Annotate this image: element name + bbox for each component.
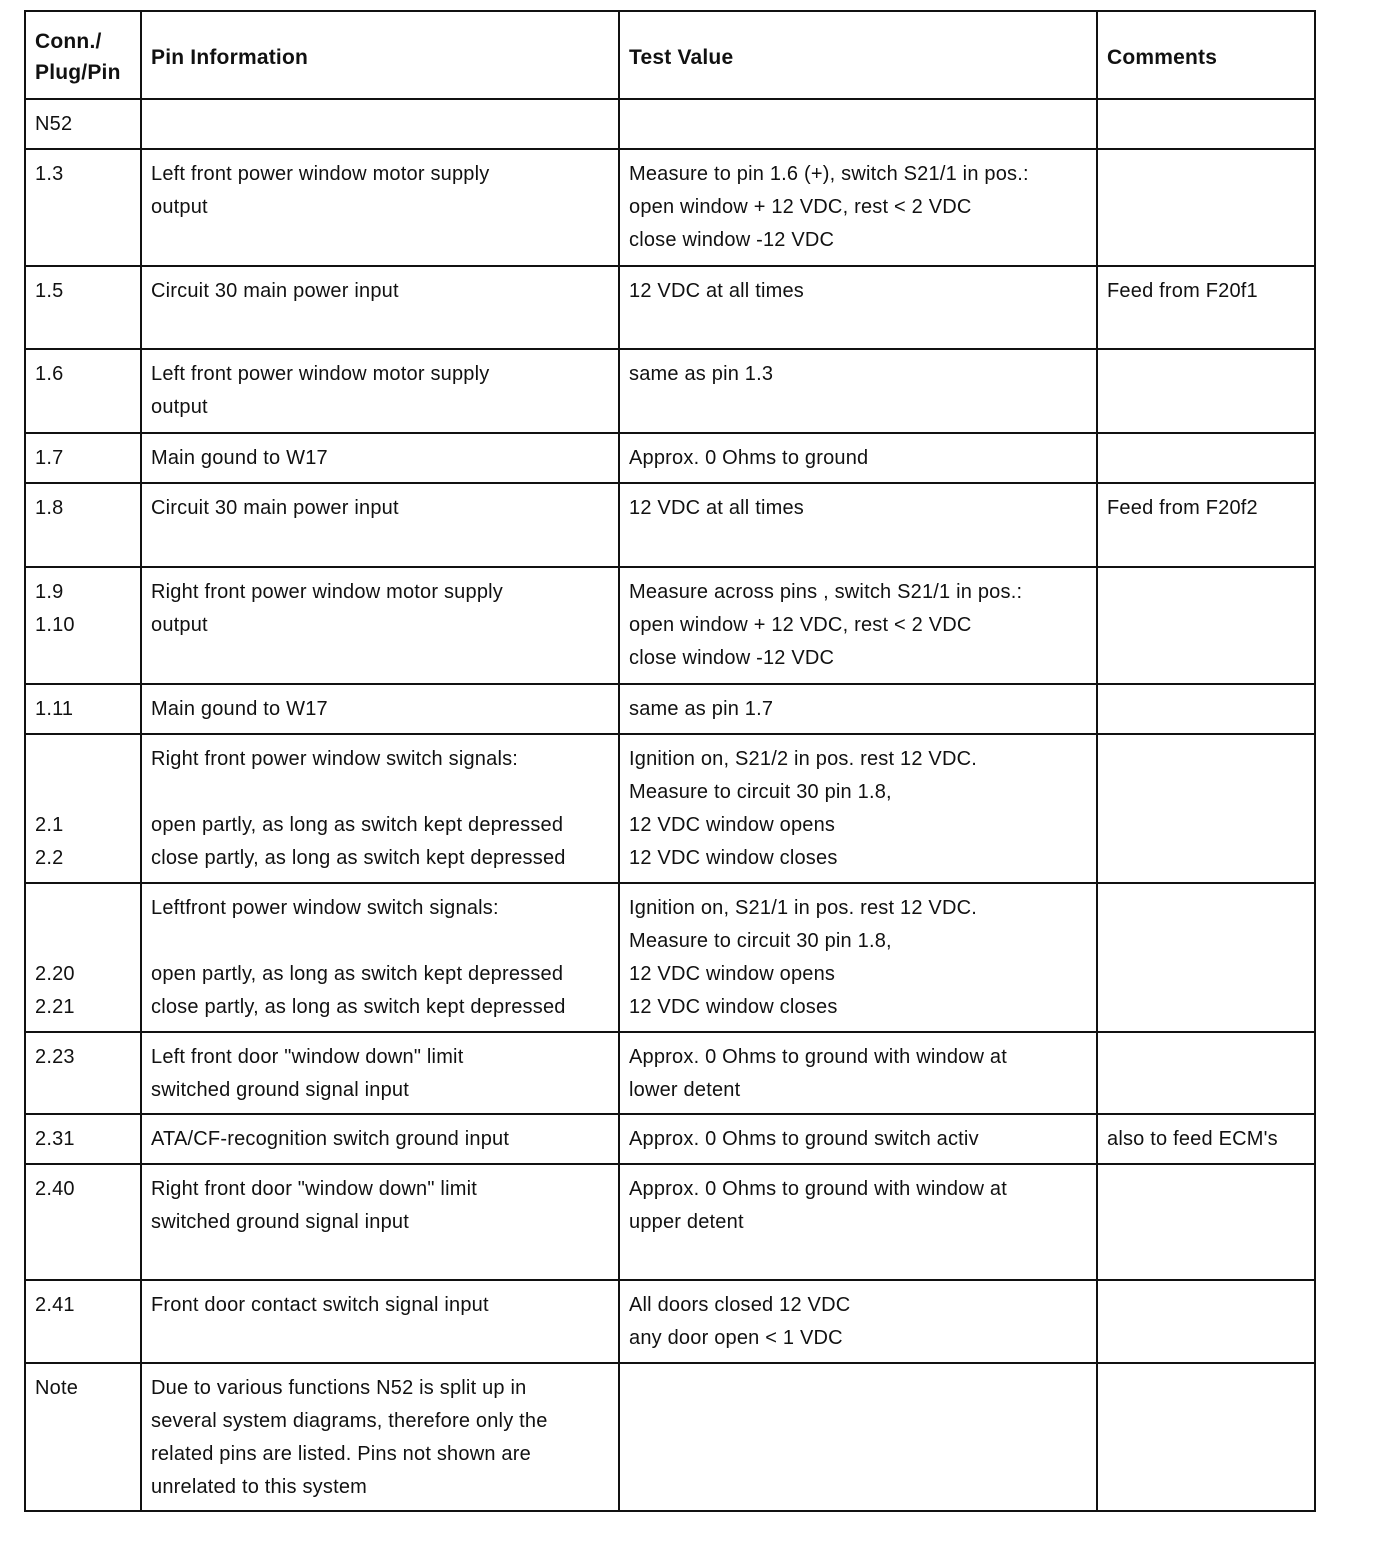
test-value-cell: Approx. 0 Ohms to ground	[619, 433, 1097, 483]
pin-information-cell: Right front door "window down" limit switched ground signal input	[141, 1164, 619, 1280]
test-value-cell: Ignition on, S21/1 in pos. rest 12 VDC. Measure to circuit 30 pin 1.8, 12 VDC window opens 12 VDC window closes	[619, 883, 1097, 1032]
pin-cell: 1.5	[25, 266, 141, 349]
table-row	[25, 433, 1315, 483]
comments-cell	[1097, 883, 1315, 1032]
table-row	[25, 1280, 1315, 1363]
header-conn-plug-pin: Conn./ Plug/Pin	[25, 11, 141, 99]
table-row	[25, 1114, 1315, 1164]
pin-information-cell: Right front power window switch signals: open partly, as long as switch kept depressed close partly, as long as switch kept depressed	[141, 734, 619, 883]
comments-cell: Feed from F20f2	[1097, 483, 1315, 567]
test-value-cell: Ignition on, S21/2 in pos. rest 12 VDC. Measure to circuit 30 pin 1.8, 12 VDC window opens 12 VDC window closes	[619, 734, 1097, 883]
pin-information-cell: Left front door "window down" limit switched ground signal input	[141, 1032, 619, 1114]
table-row	[25, 1164, 1315, 1280]
table-row	[25, 567, 1315, 684]
table-row	[25, 149, 1315, 266]
header-test-value: Test Value	[619, 11, 1097, 99]
test-value-cell: Approx. 0 Ohms to ground with window at upper detent	[619, 1164, 1097, 1280]
pin-cell: 1.9 1.10	[25, 567, 141, 684]
table-row	[25, 266, 1315, 349]
test-value-cell: same as pin 1.7	[619, 684, 1097, 734]
test-value-cell	[619, 99, 1097, 149]
pin-cell: 2.1 2.2	[25, 734, 141, 883]
comments-cell	[1097, 1032, 1315, 1114]
table-body	[25, 99, 1315, 1511]
pin-information-cell: Circuit 30 main power input	[141, 266, 619, 349]
test-value-cell: 12 VDC at all times	[619, 483, 1097, 567]
pin-information-cell: ATA/CF-recognition switch ground input	[141, 1114, 619, 1164]
pin-cell: 1.8	[25, 483, 141, 567]
pin-information-cell: Front door contact switch signal input	[141, 1280, 619, 1363]
comments-cell	[1097, 433, 1315, 483]
pin-cell: 1.3	[25, 149, 141, 266]
pin-cell: 1.6	[25, 349, 141, 433]
pin-cell: 2.23	[25, 1032, 141, 1114]
pin-information-cell: Circuit 30 main power input	[141, 483, 619, 567]
test-value-cell	[619, 1363, 1097, 1511]
comments-cell: also to feed ECM's	[1097, 1114, 1315, 1164]
comments-cell	[1097, 734, 1315, 883]
table-row	[25, 1032, 1315, 1114]
table-row	[25, 1363, 1315, 1511]
table-row	[25, 883, 1315, 1032]
header-comments: Comments	[1097, 11, 1315, 99]
pin-cell: 2.31	[25, 1114, 141, 1164]
comments-cell	[1097, 1280, 1315, 1363]
table-row	[25, 734, 1315, 883]
test-value-cell: All doors closed 12 VDC any door open < 1 VDC	[619, 1280, 1097, 1363]
table-row	[25, 99, 1315, 149]
pin-information-cell: Right front power window motor supply output	[141, 567, 619, 684]
pin-cell: 2.41	[25, 1280, 141, 1363]
pin-cell: 2.20 2.21	[25, 883, 141, 1032]
test-value-cell: Measure across pins , switch S21/1 in pos.: open window + 12 VDC, rest < 2 VDC close window -12 VDC	[619, 567, 1097, 684]
test-value-cell: Measure to pin 1.6 (+), switch S21/1 in pos.: open window + 12 VDC, rest < 2 VDC close window -12 VDC	[619, 149, 1097, 266]
pin-information-cell: Left front power window motor supply output	[141, 349, 619, 433]
comments-cell	[1097, 349, 1315, 433]
pin-cell: 1.7	[25, 433, 141, 483]
test-value-cell: 12 VDC at all times	[619, 266, 1097, 349]
pin-information-cell: Main gound to W17	[141, 684, 619, 734]
pin-cell: 1.11	[25, 684, 141, 734]
comments-cell	[1097, 99, 1315, 149]
pin-cell: 2.40	[25, 1164, 141, 1280]
header-row	[25, 11, 1315, 99]
header-pin-information: Pin Information	[141, 11, 619, 99]
pin-information-cell: Leftfront power window switch signals: open partly, as long as switch kept depressed close partly, as long as switch kept depressed	[141, 883, 619, 1032]
pin-information-cell: Main gound to W17	[141, 433, 619, 483]
test-value-cell: same as pin 1.3	[619, 349, 1097, 433]
comments-cell	[1097, 684, 1315, 734]
pin-cell: Note	[25, 1363, 141, 1511]
comments-cell	[1097, 149, 1315, 266]
pin-information-cell: Due to various functions N52 is split up in several system diagrams, therefore only the related pins are listed. Pins not shown are unrelated to this system	[141, 1363, 619, 1511]
comments-cell	[1097, 1363, 1315, 1511]
test-value-cell: Approx. 0 Ohms to ground switch activ	[619, 1114, 1097, 1164]
pin-information-cell	[141, 99, 619, 149]
test-value-cell: Approx. 0 Ohms to ground with window at lower detent	[619, 1032, 1097, 1114]
pin-cell: N52	[25, 99, 141, 149]
comments-cell: Feed from F20f1	[1097, 266, 1315, 349]
comments-cell	[1097, 1164, 1315, 1280]
comments-cell	[1097, 567, 1315, 684]
table-row	[25, 483, 1315, 567]
pin-information-cell: Left front power window motor supply output	[141, 149, 619, 266]
table-row	[25, 684, 1315, 734]
table-row	[25, 349, 1315, 433]
pin-information-table	[24, 10, 1316, 1512]
